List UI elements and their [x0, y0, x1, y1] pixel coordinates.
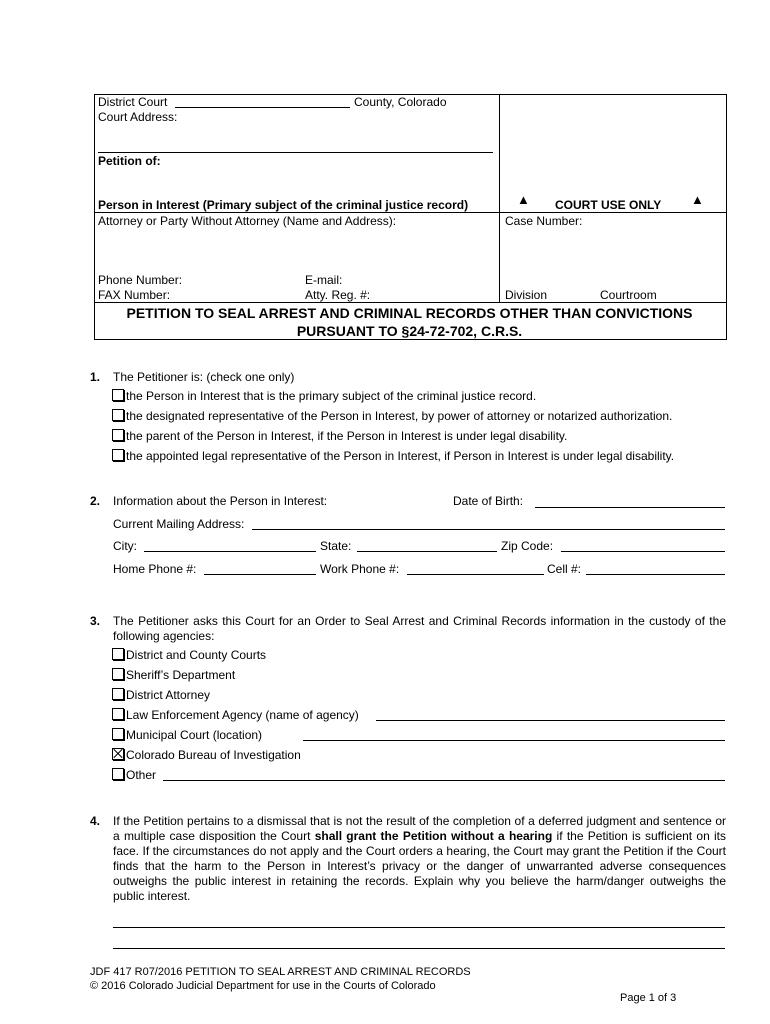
- section-3-text: The Petitioner asks this Court for an Order to Seal Arrest and Criminal Records information in the custody of the following agencies:: [113, 614, 726, 643]
- case-number-label: Case Number:: [505, 214, 583, 228]
- explanation-line[interactable]: [113, 948, 725, 949]
- option-label: Other: [126, 768, 157, 782]
- copyright-line: © 2016 Colorado Judicial Department for use in the Courts of Colorado: [90, 980, 436, 992]
- section-2-number: 2.: [90, 494, 101, 508]
- state-label: State:: [320, 539, 352, 553]
- petitioner-option[interactable]: [112, 389, 536, 403]
- county-field[interactable]: [175, 107, 350, 108]
- home-phone-label: Home Phone #:: [113, 562, 197, 576]
- title-line-1: PETITION TO SEAL ARREST AND CRIMINAL RECORDS OTHER THAN CONVICTIONS: [126, 305, 693, 321]
- division-label: Division: [505, 288, 548, 302]
- court-use-only-label: COURT USE ONLY: [555, 198, 662, 212]
- work-phone-field[interactable]: [407, 574, 544, 575]
- fax-label: FAX Number:: [98, 288, 171, 302]
- section-4-text: [113, 814, 726, 904]
- court-address-field[interactable]: [98, 152, 493, 153]
- mailing-address-label: Current Mailing Address:: [113, 517, 245, 531]
- petitioner-option[interactable]: [112, 429, 567, 443]
- option-label: Sheriff’s Department: [126, 668, 236, 682]
- caption-divider: [499, 94, 500, 302]
- page-title: [94, 304, 725, 340]
- agency-name-field[interactable]: [376, 720, 725, 721]
- section-4-text-part: if the Petition is sufficient on its face. If the circumstances do not apply and the Court orders a hearing, the Court may grant the Petition if the Court finds that the harm to the Person in Interest’s privacy or the danger of unwarranted adverse consequences outweighs the public interest in retaining the records. Explain why you believe the harm/danger outweighs the public interest.: [113, 829, 727, 903]
- caption-row-divider: [94, 212, 726, 213]
- phone-label: Phone Number:: [98, 273, 183, 287]
- option-label: the Person in Interest that is the primary subject of the criminal justice record.: [126, 389, 537, 403]
- arrow-up-icon: ▲: [691, 192, 704, 207]
- zip-label: Zip Code:: [501, 539, 554, 553]
- agency-option[interactable]: [112, 648, 266, 662]
- checkbox[interactable]: [112, 768, 124, 780]
- checkbox-checked[interactable]: [112, 748, 124, 760]
- dob-label: Date of Birth:: [453, 494, 524, 508]
- option-label: the appointed legal representative of the Person in Interest, if Person in Interest is under legal disability.: [126, 449, 675, 463]
- agency-option[interactable]: [112, 668, 235, 682]
- option-label: District Attorney: [126, 688, 211, 702]
- county-label: County, Colorado: [354, 95, 447, 109]
- email-label: E-mail:: [305, 273, 343, 287]
- section-4-text-part: If the Petition pertains to a dismissal that is not the result of the completion of a deferred judgment and sentence or a multiple case disposition the Court: [113, 814, 726, 843]
- section-1-number: 1.: [90, 370, 101, 384]
- municipal-court-field[interactable]: [303, 740, 725, 741]
- agency-option[interactable]: [112, 768, 156, 782]
- explanation-line[interactable]: [113, 927, 725, 928]
- court-address-label: Court Address:: [98, 110, 178, 124]
- title-line-2: PURSUANT TO §24-72-702, C.R.S.: [296, 323, 523, 339]
- section-4-bold-text: shall grant the Petition without a hearing: [314, 829, 553, 843]
- checkbox[interactable]: [112, 389, 124, 401]
- city-label: City:: [113, 539, 137, 553]
- petition-of-label: Petition of:: [98, 154, 161, 168]
- agency-option[interactable]: [112, 748, 301, 762]
- checkbox[interactable]: [112, 668, 124, 680]
- agency-option[interactable]: [112, 728, 262, 742]
- person-info-label: Information about the Person in Interest:: [113, 494, 328, 508]
- courtroom-label: Courtroom: [600, 288, 657, 302]
- checkbox[interactable]: [112, 409, 124, 421]
- checkbox[interactable]: [112, 708, 124, 720]
- checkbox[interactable]: [112, 429, 124, 441]
- option-label: Municipal Court (location): [126, 728, 263, 742]
- checkbox[interactable]: [112, 449, 124, 461]
- petitioner-option[interactable]: [112, 449, 674, 463]
- state-field[interactable]: [357, 551, 497, 552]
- person-in-interest-label: Person in Interest (Primary subject of the criminal justice record): [98, 198, 469, 212]
- title-divider: [94, 302, 726, 303]
- checkbox[interactable]: [112, 648, 124, 660]
- section-3-number: 3.: [90, 614, 101, 628]
- arrow-up-icon: ▲: [517, 192, 530, 207]
- mailing-address-field[interactable]: [252, 529, 725, 530]
- other-agency-field[interactable]: [163, 780, 725, 781]
- checkbox[interactable]: [112, 728, 124, 740]
- page-number: Page 1 of 3: [620, 992, 677, 1004]
- option-label: District and County Courts: [126, 648, 267, 662]
- section-4-number: 4.: [90, 814, 101, 828]
- agency-option[interactable]: [112, 688, 210, 702]
- option-label: Law Enforcement Agency (name of agency): [126, 708, 359, 722]
- home-phone-field[interactable]: [204, 574, 316, 575]
- option-label: the designated representative of the Person in Interest, by power of attorney or notarized authorization.: [126, 409, 673, 423]
- form-id-line: JDF 417 R07/2016 PETITION TO SEAL ARREST AND CRIMINAL RECORDS: [90, 966, 471, 978]
- agency-option[interactable]: [112, 708, 359, 722]
- cell-label: Cell #:: [547, 562, 582, 576]
- section-1-heading: The Petitioner is: (check one only): [113, 370, 295, 384]
- checkbox[interactable]: [112, 688, 124, 700]
- petitioner-option[interactable]: [112, 409, 672, 423]
- atty-reg-label: Atty. Reg. #:: [305, 288, 371, 302]
- attorney-label: Attorney or Party Without Attorney (Name and Address):: [98, 214, 397, 228]
- city-field[interactable]: [144, 551, 316, 552]
- cell-field[interactable]: [586, 574, 725, 575]
- district-court-label: District Court: [98, 95, 168, 109]
- work-phone-label: Work Phone #:: [320, 562, 400, 576]
- zip-field[interactable]: [561, 551, 725, 552]
- option-label: the parent of the Person in Interest, if the Person in Interest is under legal disability.: [126, 429, 568, 443]
- option-label: Colorado Bureau of Investigation: [126, 748, 301, 762]
- dob-field[interactable]: [535, 507, 725, 508]
